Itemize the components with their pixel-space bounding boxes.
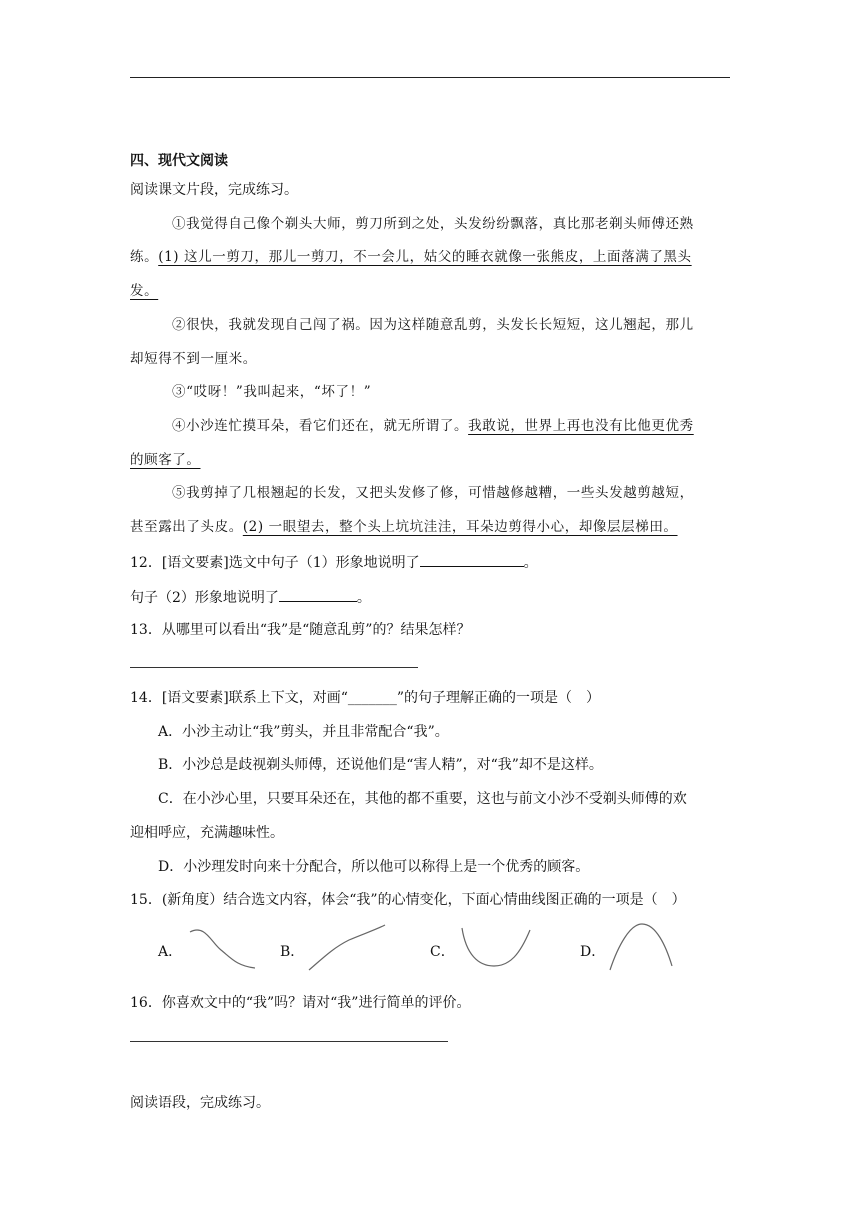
option-15d-label[interactable]: D．	[580, 944, 606, 960]
option-14c-line2: 迎相呼应，充满趣味性。	[130, 825, 284, 841]
mood-curve-d-icon[interactable]	[604, 918, 676, 976]
underlined-sentence-1: (1) 这儿一剪刀，那儿一剪刀，不一会儿，姑父的睡衣就像一张熊皮，上面落满了黑头	[158, 249, 692, 265]
option-15a-label[interactable]: A．	[158, 944, 183, 960]
question-12b: 句子（2）形象地说明了 。	[130, 587, 371, 607]
passage-p1-line2: 练。(1) 这儿一剪刀，那儿一剪刀，不一会儿，姑父的睡衣就像一张熊皮，上面落满了黑头	[130, 249, 692, 265]
passage-p5-line1: ⑤我剪掉了几根翘起的长发，又把头发修了修，可惜越修越糟，一些头发越剪越短，	[172, 485, 694, 501]
question-13: 13．从哪里可以看出“我”是“随意乱剪”的？结果怎样？	[130, 622, 471, 638]
mood-curve-b-icon[interactable]	[305, 922, 390, 974]
passage-p5-line2: 甚至露出了头皮。(2) 一眼望去，整个头上坑坑洼洼，耳朵边剪得小心，却像层层梯田。	[130, 519, 678, 535]
option-14d[interactable]: D．小沙理发时向来十分配合，所以他可以称得上是一个优秀的顾客。	[158, 859, 590, 875]
footer-instruction: 阅读语段，完成练习。	[130, 1095, 270, 1111]
answer-blank-12b[interactable]	[279, 587, 357, 602]
answer-blank-12a[interactable]	[420, 552, 524, 567]
underlined-sentence-2: (2) 一眼望去，整个头上坑坑洼洼，耳朵边剪得小心，却像层层梯田。	[242, 519, 678, 535]
option-15b-label[interactable]: B．	[280, 944, 305, 960]
mood-curve-a-icon[interactable]	[185, 924, 260, 974]
mood-curve-c-icon[interactable]	[458, 924, 536, 972]
question-15: 15．(新角度）结合选文内容，体会“我”的心情变化，下面心情曲线图正确的一项是（ ）	[130, 892, 686, 908]
option-15c-label[interactable]: C．	[430, 944, 455, 960]
answer-line-16[interactable]	[130, 1041, 448, 1042]
header-rule	[130, 77, 730, 78]
section-instruction: 阅读课文片段，完成练习。	[130, 182, 298, 198]
question-16: 16．你喜欢文中的“我”吗？请对“我”进行简单的评价。	[130, 995, 471, 1011]
answer-line-13[interactable]	[130, 667, 418, 668]
passage-p2-line1: ②很快，我就发现自己闯了祸。因为这样随意乱剪，头发长长短短，这儿翘起，那儿	[172, 317, 694, 333]
option-14b[interactable]: B．小沙总是歧视剃头师傅，还说他们是“害人精”，对“我”却不是这样。	[158, 757, 603, 773]
passage-p4-line2: 的顾客了。	[130, 452, 201, 468]
passage-p1-line3: 发。	[130, 283, 159, 299]
option-14c-line1[interactable]: C．在小沙心里，只要耳朵还在，其他的都不重要，这也与前文小沙不受剃头师傅的欢	[158, 791, 687, 807]
passage-p3: ③“哎呀！”我叫起来，“坏了！”	[172, 384, 372, 400]
option-14a[interactable]: A．小沙主动让“我”剪头，并且非常配合“我”。	[158, 724, 449, 740]
passage-p2-line2: 却短得不到一厘米。	[130, 351, 257, 367]
question-14: 14．[语文要素]联系上下文，对画“_______”的句子理解正确的一项是（ ）	[130, 690, 601, 706]
passage-p4-line1: ④小沙连忙摸耳朵，看它们还在，就无所谓了。我敢说，世界上再也没有比他更优秀	[172, 418, 694, 434]
underlined-sentence-wavy: 我敢说，世界上再也没有比他更优秀	[468, 418, 694, 434]
section-title: 四、现代文阅读	[130, 153, 228, 169]
passage-p1-line1: ①我觉得自己像个剃头大师，剪刀所到之处，头发纷纷飘落，真比那老剃头师傅还熟	[172, 216, 694, 232]
question-12: 12．[语文要素]选文中句子（1）形象地说明了 。	[130, 552, 538, 572]
